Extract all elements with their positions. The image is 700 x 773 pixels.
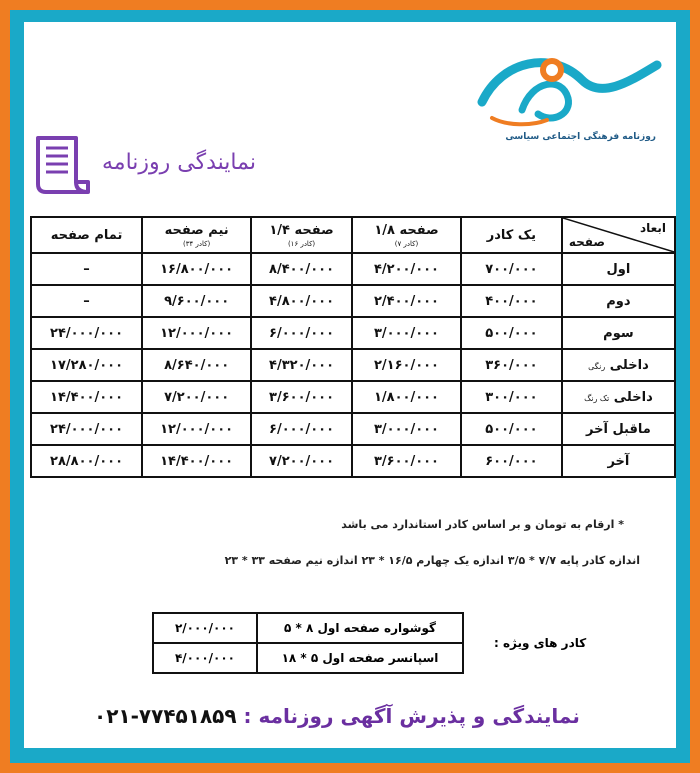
logo-swirl-icon <box>462 40 662 140</box>
table-cell: ۳/۰۰۰/۰۰۰ <box>352 317 461 349</box>
table-cell: ۱۴/۴۰۰/۰۰۰ <box>142 445 251 477</box>
special-price: ۲/۰۰۰/۰۰۰ <box>153 613 257 643</box>
special-boxes-label: کادر های ویژه : <box>494 636 587 650</box>
table-cell: – <box>31 253 142 285</box>
table-cell: ۲۸/۸۰۰/۰۰۰ <box>31 445 142 477</box>
table-cell: ۴۰۰/۰۰۰ <box>461 285 562 317</box>
contact-footer <box>94 704 580 728</box>
size-note: اندازه کادر پایه ۷/۷ * ۳/۵ اندازه یک چهارم ۱۶/۵ * ۲۳ اندازه نیم صفحه ۳۳ * ۲۳ <box>224 554 640 567</box>
table-cell: – <box>31 285 142 317</box>
table-cell: ۳/۶۰۰/۰۰۰ <box>352 445 461 477</box>
col-header: تمام صفحه <box>31 217 142 253</box>
table-cell: ۹/۶۰۰/۰۰۰ <box>142 285 251 317</box>
table-row <box>31 413 675 445</box>
table-cell: ۱۲/۰۰۰/۰۰۰ <box>142 317 251 349</box>
table-cell: ۳/۶۰۰/۰۰۰ <box>251 381 352 413</box>
page-title: نمایندگی روزنامه <box>102 150 256 175</box>
table-cell: ۶۰۰/۰۰۰ <box>461 445 562 477</box>
row-label: داخلی تک رنگ <box>562 381 675 413</box>
phone-number: ۰۲۱-۷۷۴۵۱۸۵۹ <box>94 704 237 728</box>
table-row <box>153 613 463 643</box>
table-cell: ۱۶/۸۰۰/۰۰۰ <box>142 253 251 285</box>
table-row <box>31 349 675 381</box>
row-label: اول <box>562 253 675 285</box>
currency-note: * ارقام به تومان و بر اساس کادر استاندارد می باشد <box>341 518 624 531</box>
row-label: دوم <box>562 285 675 317</box>
special-name: گوشواره صفحه اول ۸ * ۵ <box>257 613 463 643</box>
table-cell: ۳۰۰/۰۰۰ <box>461 381 562 413</box>
document-icon <box>32 134 94 198</box>
special-boxes-table <box>152 612 464 674</box>
table-row <box>31 381 675 413</box>
table-cell: ۸/۴۰۰/۰۰۰ <box>251 253 352 285</box>
table-cell: ۴/۸۰۰/۰۰۰ <box>251 285 352 317</box>
special-price: ۴/۰۰۰/۰۰۰ <box>153 643 257 673</box>
rates-table <box>30 216 676 478</box>
table-cell: ۶/۰۰۰/۰۰۰ <box>251 317 352 349</box>
price-sheet <box>24 22 676 748</box>
table-cell: ۴/۲۰۰/۰۰۰ <box>352 253 461 285</box>
col-header: نیم صفحه (۳۴ کادر) <box>142 217 251 253</box>
col-header: ۱/۸ صفحه (۷ کادر) <box>352 217 461 253</box>
footer-text: : نمایندگی و پذیرش آگهی روزنامه <box>243 704 580 728</box>
logo-tagline: روزنامه فرهنگی اجتماعی سیاسی <box>505 132 656 142</box>
table-cell: ۲۴/۰۰۰/۰۰۰ <box>31 413 142 445</box>
newspaper-logo <box>462 40 662 140</box>
table-cell: ۱/۸۰۰/۰۰۰ <box>352 381 461 413</box>
table-cell: ۷/۲۰۰/۰۰۰ <box>142 381 251 413</box>
table-cell: ۳۶۰/۰۰۰ <box>461 349 562 381</box>
table-cell: ۱۴/۴۰۰/۰۰۰ <box>31 381 142 413</box>
page-title-block <box>32 134 272 198</box>
corner-bottom-label: صفحه <box>568 235 605 249</box>
table-cell: ۱۲/۰۰۰/۰۰۰ <box>142 413 251 445</box>
table-cell: ۲/۱۶۰/۰۰۰ <box>352 349 461 381</box>
table-cell: ۷۰۰/۰۰۰ <box>461 253 562 285</box>
table-header-row <box>31 217 675 253</box>
corner-header <box>562 217 675 253</box>
row-label: سوم <box>562 317 675 349</box>
table-row <box>31 253 675 285</box>
col-header: ۱/۴ صفحه (۱۶ کادر) <box>251 217 352 253</box>
table-cell: ۷/۲۰۰/۰۰۰ <box>251 445 352 477</box>
table-row <box>31 445 675 477</box>
table-row <box>153 643 463 673</box>
row-label: آخر <box>562 445 675 477</box>
table-cell: ۵۰۰/۰۰۰ <box>461 413 562 445</box>
table-cell: ۲/۴۰۰/۰۰۰ <box>352 285 461 317</box>
table-cell: ۳/۰۰۰/۰۰۰ <box>352 413 461 445</box>
table-cell: ۵۰۰/۰۰۰ <box>461 317 562 349</box>
col-header: یک کادر <box>461 217 562 253</box>
table-cell: ۴/۳۲۰/۰۰۰ <box>251 349 352 381</box>
table-cell: ۸/۶۴۰/۰۰۰ <box>142 349 251 381</box>
table-row <box>31 317 675 349</box>
table-cell: ۱۷/۲۸۰/۰۰۰ <box>31 349 142 381</box>
corner-top-label: ابعاد <box>639 221 666 235</box>
row-label: داخلی رنگی <box>562 349 675 381</box>
table-cell: ۲۴/۰۰۰/۰۰۰ <box>31 317 142 349</box>
special-name: اسپانسر صفحه اول ۵ * ۱۸ <box>257 643 463 673</box>
table-cell: ۶/۰۰۰/۰۰۰ <box>251 413 352 445</box>
row-label: ماقبل آخر <box>562 413 675 445</box>
table-row <box>31 285 675 317</box>
